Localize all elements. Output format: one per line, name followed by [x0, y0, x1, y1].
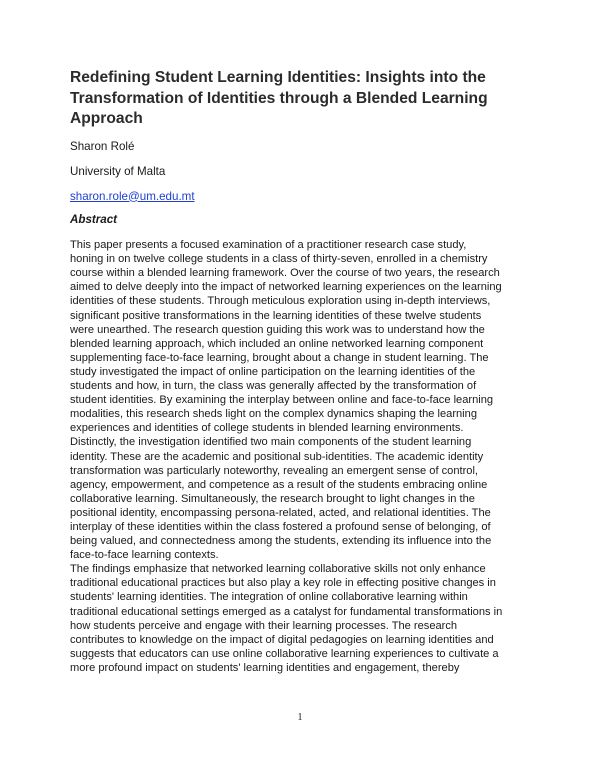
page-number: 1: [297, 712, 303, 723]
abstract-paragraph-2: [70, 562, 532, 675]
abstract-heading: Abstract: [70, 212, 118, 226]
title-line: Transformation of Identities through a Blended Learning: [70, 89, 488, 107]
text-line: face-to-face learning contexts.: [70, 549, 219, 562]
author-affiliation: University of Malta: [70, 164, 166, 178]
text-line: modalities, this research sheds light on the complex dynamics shaping the learning: [70, 408, 477, 421]
text-line: significant positive transformations in the learning identities of these twelve students: [70, 309, 482, 322]
author-name: Sharon Rolé: [70, 139, 135, 153]
text-line: identities of these students. Through meticulous exploration using in-depth interviews,: [70, 295, 491, 308]
text-line: agency, empowerment, and competence as a result of the students embracing online: [70, 478, 488, 491]
text-line: traditional educational practices but also play a key role in effecting positive changes in: [70, 577, 496, 590]
text-line: were unearthed. The research question guiding this work was to understand how the: [70, 323, 485, 336]
paper-title: [70, 68, 532, 130]
text-line: aimed to delve deeply into the impact of networked learning experiences on the learning: [70, 281, 502, 294]
abstract-paragraph-1: [70, 238, 532, 562]
text-line: This paper presents a focused examination of a practitioner research case study,: [70, 239, 467, 252]
paper-content: [70, 68, 532, 675]
author-email-link[interactable]: sharon.role@um.edu.mt: [70, 189, 195, 203]
text-line: study investigated the impact of online participation on the learning identities of the: [70, 365, 476, 378]
text-line: students' learning identities. The integration of online collaborative learning within: [70, 591, 468, 604]
text-line: contributes to knowledge on the impact of digital pedagogies on learning identities and: [70, 633, 494, 646]
text-line: identity. These are the academic and positional sub-identities. The academic identity: [70, 450, 484, 463]
text-line: collaborative learning. Simultaneously, the research brought to light changes in the: [70, 492, 475, 505]
text-line: course within a blended learning framework. Over the course of two years, the research: [70, 267, 500, 280]
text-line: experiences and identities of college students in blended learning environments.: [70, 422, 464, 435]
title-line: Approach: [70, 110, 143, 127]
text-line: supplementing face-to-face learning, brought about a change in student learning. The: [70, 351, 489, 364]
text-line: honing in on twelve college students in a class of thirty-seven, enrolled in a chemistry: [70, 253, 488, 266]
text-line: how students perceive and engage with their learning processes. The research: [70, 619, 458, 632]
text-line: students and how, in turn, the class was generally affected by the transformation of: [70, 380, 477, 393]
text-line: being valued, and connectedness among the students, extending its influence into the: [70, 535, 492, 548]
title-line: Redefining Student Learning Identities: Insights into the: [70, 69, 486, 86]
text-line: blended learning approach, which included an online networked learning component: [70, 337, 484, 350]
text-line: interplay of these identities within the class fostered a profound sense of belonging, of: [70, 520, 491, 533]
text-line: more profound impact on students' learning identities and engagement, thereby: [70, 661, 460, 674]
text-line: suggests that educators can use online collaborative learning experiences to cultivate a: [70, 647, 499, 660]
text-line: positional identity, encompassing persona-related, acted, and relational identities. The: [70, 506, 491, 519]
text-line: traditional educational settings emerged as a catalyst for fundamental transformations in: [70, 605, 503, 618]
text-line: transformation was particularly noteworthy, revealing an emergent sense of control,: [70, 464, 478, 477]
text-line: Distinctly, the investigation identified two main components of the student learning: [70, 436, 472, 449]
text-line: The findings emphasize that networked learning collaborative skills not only enhance: [70, 563, 486, 576]
text-line: student identities. By examining the interplay between online and face-to-face learning: [70, 394, 494, 407]
